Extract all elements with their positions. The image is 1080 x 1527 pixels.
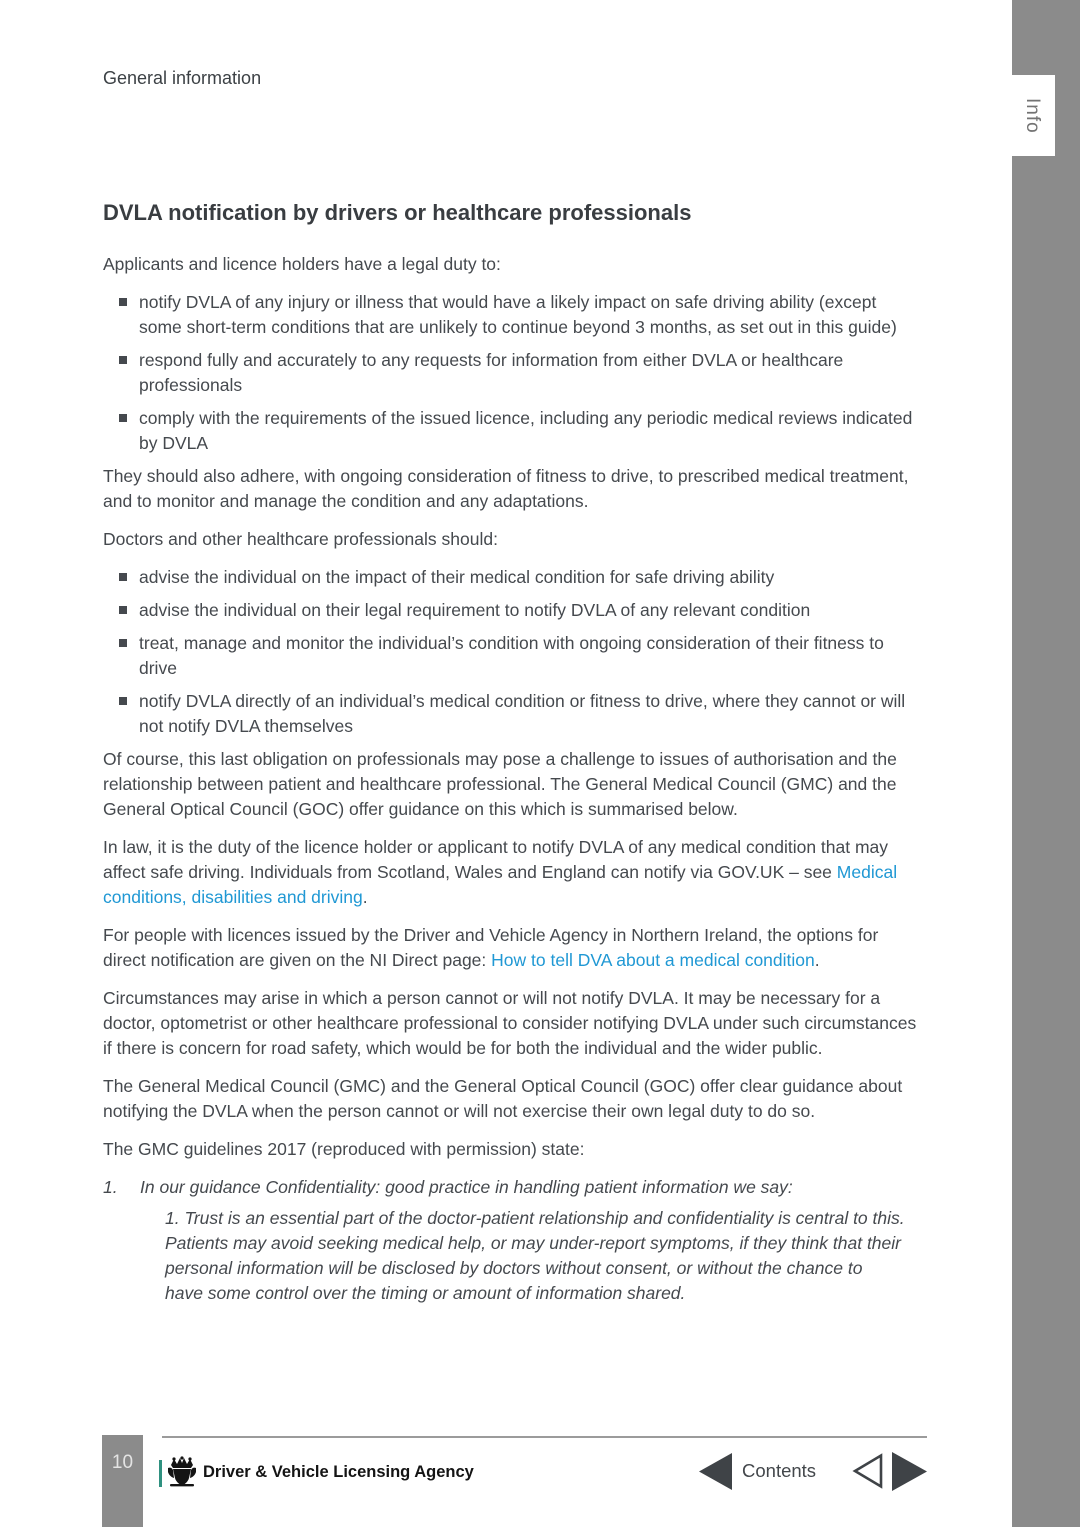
list-item xyxy=(103,348,923,398)
bullet-square-icon xyxy=(119,606,127,614)
crown-logo xyxy=(167,1456,197,1487)
footer-accent-bar xyxy=(159,1460,162,1487)
list-item-text: treat, manage and monitor the individual’s condition with ongoing consideration of their fitness to drive xyxy=(139,633,884,678)
of-course-paragraph: Of course, this last obligation on professionals may pose a challenge to issues of authorisation and the relationship between patient and healthcare professional. The General Medical Council (GMC) and the General Optical Council (GOC) offer guidance on this which is summarised below. xyxy=(103,749,897,819)
medical-conditions-link[interactable]: Medical conditions, disabilities and driving xyxy=(103,862,898,907)
list-item-text: comply with the requirements of the issued licence, including any periodic medical reviews indicated by DVLA xyxy=(139,408,913,453)
tab-info-label: Info xyxy=(1022,97,1043,134)
agency-name: Driver & Vehicle Licensing Agency xyxy=(203,1463,474,1481)
guidelines-paragraph: The GMC guidelines 2017 (reproduced with permission) state: xyxy=(103,1139,585,1159)
gmc-goc-paragraph: The General Medical Council (GMC) and the General Optical Council (GOC) offer clear guidance about notifying the DVLA when the person cannot or will not exercise their own legal duty to do so. xyxy=(103,1076,903,1121)
bullet-square-icon xyxy=(119,356,127,364)
page-number-box xyxy=(102,1435,143,1527)
tell-dva-link[interactable]: How to tell DVA about a medical condition xyxy=(491,950,815,970)
page-content xyxy=(103,199,923,1306)
bullet-square-icon xyxy=(119,298,127,306)
circumstances-paragraph: Circumstances may arise in which a person cannot or will not notify DVLA. It may be necessary for a doctor, optometrist or other healthcare professional to consider notifying DVLA under such circumstances if there is concern for road safety, which would be for both the individual and the wider public. xyxy=(103,988,917,1058)
list-number: 1. xyxy=(103,1177,118,1197)
list-item-text: advise the individual on their legal requirement to notify DVLA of any relevant condition xyxy=(139,600,811,620)
list-item xyxy=(103,406,923,456)
list-item-text: respond fully and accurately to any requests for information from either DVLA or healthcare professionals xyxy=(139,350,844,395)
ni-text: For people with licences issued by the Driver and Vehicle Agency in Northern Ireland, the options for direct notification are given on the NI Direct page: xyxy=(103,925,879,970)
list-item xyxy=(103,565,923,590)
sentence-period: . xyxy=(362,887,368,907)
list-item-text: notify DVLA of any injury or illness that would have a likely impact on safe driving ability (except some short-term conditions that are unlikely to continue beyond 3 months, as set out in this guide) xyxy=(139,292,897,337)
in-law-text: In law, it is the duty of the licence holder or applicant to notify DVLA of any medical condition that may affect safe driving. Individuals from Scotland, Wales and England can notify via GOV.UK – see xyxy=(103,837,889,882)
sentence-period: . xyxy=(814,950,820,970)
numbered-list-item xyxy=(103,1175,923,1200)
page-title: DVLA notification by drivers or healthcare professionals xyxy=(103,200,692,225)
adhere-paragraph: They should also adhere, with ongoing consideration of fitness to drive, to prescribed medical treatment, and to monitor and manage the condition and any adaptations. xyxy=(103,466,909,511)
in-law-paragraph xyxy=(103,835,923,910)
duty-bullet-list xyxy=(103,290,923,456)
intro-paragraph: Applicants and licence holders have a legal duty to: xyxy=(103,254,501,274)
ni-paragraph xyxy=(103,923,923,973)
bullet-square-icon xyxy=(119,639,127,647)
list-item xyxy=(103,631,923,681)
bullet-square-icon xyxy=(119,697,127,705)
gmc-quote-text: 1. Trust is an essential part of the doctor-patient relationship and confidentiality is central to this. Patients may avoid seeking medical help, or may under-report symptoms, if they think that their personal information will be disclosed by doctors without consent, or without the chance to have some control over the timing or amount of information shared. xyxy=(165,1208,905,1303)
numbered-item-text: In our guidance Confidentiality: good practice in handling patient information we say: xyxy=(140,1177,793,1197)
section-header: General information xyxy=(103,68,262,88)
side-tab-strip xyxy=(1012,0,1080,1527)
footer-navigation xyxy=(699,1451,927,1491)
list-item xyxy=(103,290,923,340)
page-number: 10 xyxy=(111,1452,134,1473)
list-item xyxy=(103,598,923,623)
list-item-text: advise the individual on the impact of their medical condition for safe driving ability xyxy=(139,567,775,587)
contents-back-icon[interactable] xyxy=(699,1453,732,1490)
list-item xyxy=(103,689,923,739)
doctor-bullet-list xyxy=(103,565,923,739)
doctors-intro-paragraph: Doctors and other healthcare professionals should: xyxy=(103,529,498,549)
contents-link[interactable]: Contents xyxy=(742,1460,817,1481)
previous-page-icon[interactable] xyxy=(852,1453,883,1489)
tab-info[interactable] xyxy=(1009,75,1055,156)
next-page-icon[interactable] xyxy=(892,1452,927,1491)
bullet-square-icon xyxy=(119,573,127,581)
footer-divider xyxy=(162,1436,927,1438)
bullet-square-icon xyxy=(119,414,127,422)
list-item-text: notify DVLA directly of an individual’s medical condition or fitness to drive, where they cannot or will not notify DVLA themselves xyxy=(139,691,906,736)
